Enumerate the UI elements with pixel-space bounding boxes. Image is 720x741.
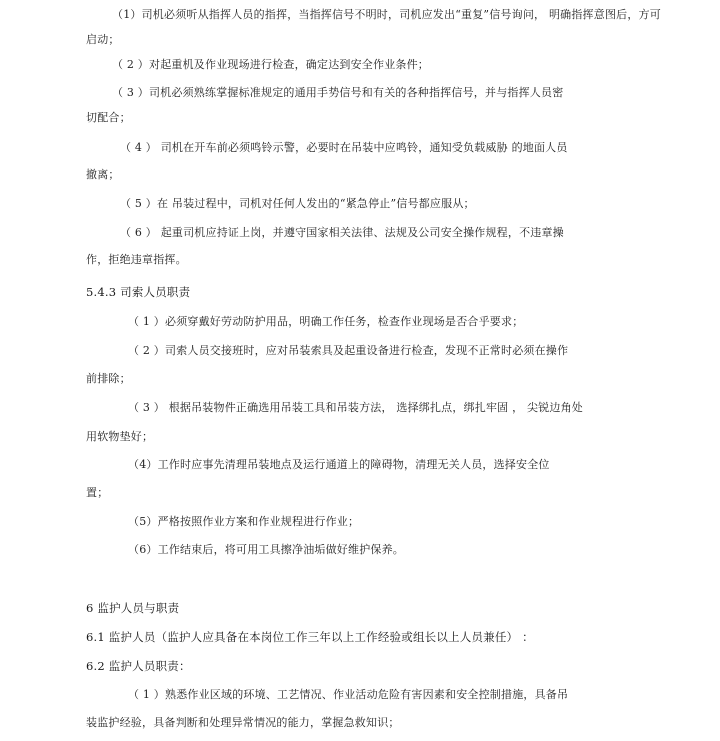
paragraph-line: （ 1 ）熟悉作业区域的环境、工艺情况、作业活动危险有害因素和安全控制措施，具备吊 [128,688,569,701]
paragraph-line: 置； [86,486,109,499]
paragraph-line: 装监护经验，具备判断和处理异常情况的能力，掌握急救知识； [86,716,400,729]
paragraph-line: （4）工作时应事先清理吊装地点及运行通道上的障碍物，清理无关人员，选择安全位 [128,458,550,471]
paragraph-line: （ 6 ） 起重司机应持证上岗，并遵守国家相关法律、法规及公司安全操作规程，不违章操 [120,226,564,239]
section-heading: 6.2 监护人员职责： [86,659,191,673]
paragraph-line: 切配合； [86,111,131,124]
paragraph-line: 撤离； [86,168,120,181]
paragraph-line: （ 4 ） 司机在开车前必须鸣铃示警，必要时在吊装中应鸣铃，通知受负载威胁 的地面人员 [120,141,568,154]
paragraph-line: 前排除； [86,372,131,385]
paragraph-line: 用软物垫好； [86,430,154,443]
section-heading: 5.4.3 司索人员职责 [86,285,191,299]
paragraph-line: （5）严格按照作业方案和作业规程进行作业； [128,515,360,528]
paragraph-line: （ 1 ）必须穿戴好劳动防护用品，明确工作任务，检查作业现场是否合乎要求； [128,315,524,328]
paragraph-line: （ 3 ） 根据吊装物件正确选用吊装工具和吊装方法， 选择绑扎点，绑扎牢固 ， 尖锐边角处 [128,401,583,414]
section-heading: 6 监护人员与职责 [86,601,180,615]
paragraph-line: （ 5 ）在 吊装过程中，司机对任何人发出的“紧急停止”信号都应服从； [120,197,475,210]
paragraph-line: （ 3 ）司机必须熟练掌握标准规定的通用手势信号和有关的各种指挥信号，并与指挥人员密 [112,86,564,99]
paragraph-line: （ 2 ）对起重机及作业现场进行检查，确定达到安全作业条件； [112,58,429,71]
paragraph-line: （6）工作结束后，将可用工具擦净油垢做好维护保养。 [128,543,404,556]
paragraph-line: （1）司机必须听从指挥人员的指挥，当指挥信号不明时，司机应发出“重复”信号询问， 明确指挥意图后，方可 [112,8,661,21]
paragraph-line: （ 2 ）司索人员交接班时，应对吊装索具及起重设备进行检查，发现不正常时必须在操作 [128,344,569,357]
section-heading: 6.1 监护人员（监护人应具备在本岗位工作三年以上工作经验或组长以上人员兼任） ： [86,630,534,644]
paragraph-line: 启动； [86,33,120,46]
paragraph-line: 作，拒绝违章指挥。 [86,253,187,266]
